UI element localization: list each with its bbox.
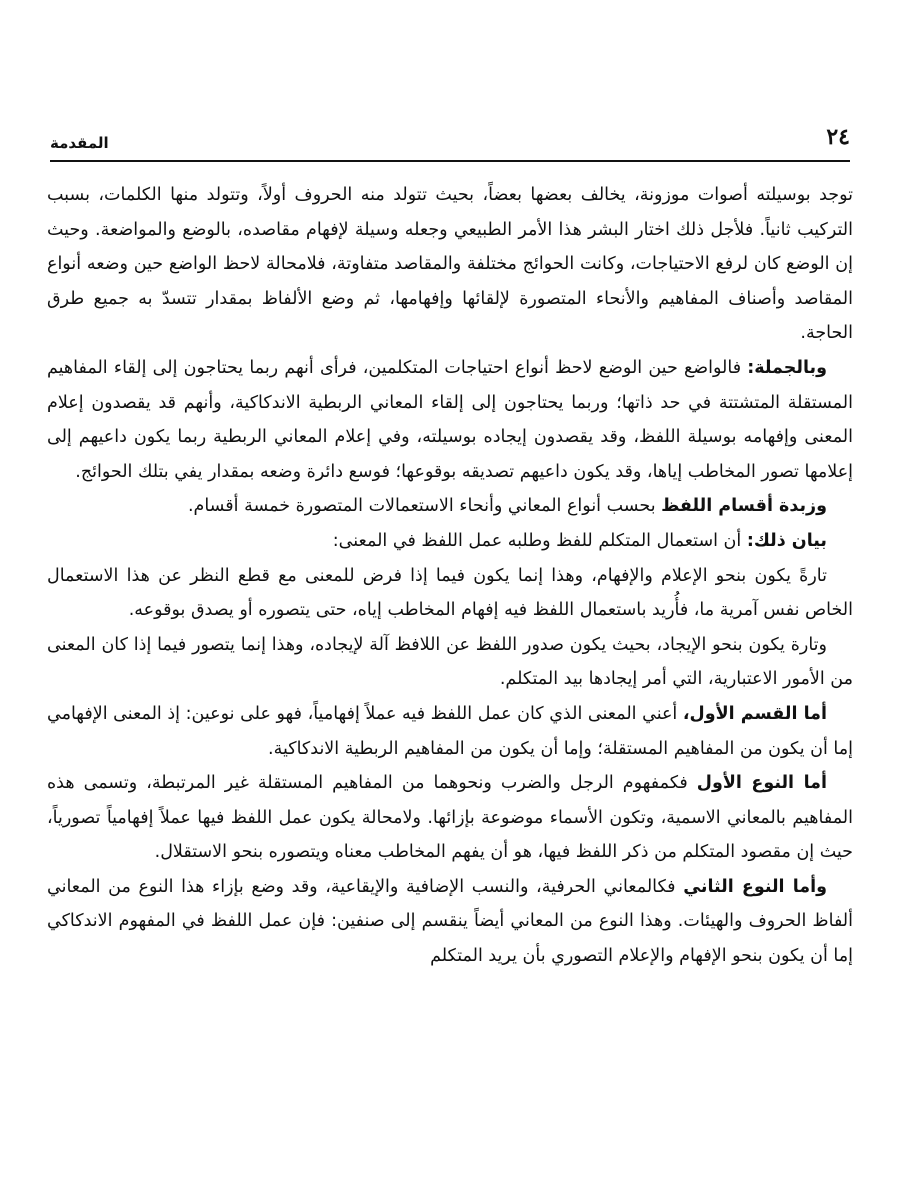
- paragraph-text: أن استعمال المتكلم للفظ وطلبه عمل اللفظ في المعنى:: [332, 530, 747, 551]
- paragraph-text: توجد بوسيلته أصوات موزونة، يخالف بعضها بعضاً، بحيث تتولد منه الحروف أولاً، وتتولد منها الكلمات، بسبب التركيب ثانياً. فلأجل ذلك اختار البشر هذا الأمر الطبيعي وجعله وسيلة لإفهام مقاصده، بالوضع والمواضعة. وحيث إن الوضع كان لرفع الاحتياجات، وكانت الحوائج مختلفة والمقاصد متفاوتة، فلامحالة لاحظ الواضع حين وضعه أنواع المقاصد وأصناف المفاهيم والأنحاء المتصورة لإلقائها وإفهامها، ثم وضع الألفاظ بمقدار تتسدّ به جميع طرق الحاجة.: [47, 185, 853, 344]
- paragraph-4: [47, 524, 853, 559]
- paragraph-lead: أما القسم الأول،: [682, 703, 827, 724]
- paragraph-text: فكمفهوم الرجل والضرب ونحوهما من المفاهيم المستقلة غير المرتبطة، وتسمى هذه المفاهيم بالمعاني الاسمية، وتكون الأسماء موضوعة بإزائها. ولامحالة يكون عمل اللفظ فيها عملاً إفهامياً تصورياً، حيث إن مقصود المتكلم من ذكر اللفظ فيها، هو أن يفهم المخاطب معناه ويتصوره بنحو الاستقلال.: [47, 773, 853, 863]
- paragraph-7: [47, 697, 853, 766]
- paragraph-text: تارةً يكون بنحو الإعلام والإفهام، وهذا إنما يكون فيما إذا فرض للمعنى مع قطع النظر عن هذا الاستعمال الخاص نفس آمرية ما، فأُريد باستعمال اللفظ فيه إفهام المخاطب إياه، حتى يتصوره أو يصدق بوقوعه.: [47, 565, 853, 621]
- paragraph-text: أعني المعنى الذي كان عمل اللفظ فيه عملاً إفهامياً، فهو على نوعين: إذ المعنى الإفهامي إما أن يكون من المفاهيم المستقلة؛ وإما أن يكون من المفاهيم الربطية الاندكاكية.: [47, 703, 853, 759]
- paragraph-1: [47, 178, 853, 351]
- page-number: ٢٤: [826, 124, 850, 150]
- paragraph-9: [47, 870, 853, 974]
- paragraph-text: فكالمعاني الحرفية، والنسب الإضافية والإيقاعية، وقد وضع بإزاء هذا النوع من المعاني ألفاظ الحروف والهيئات. وهذا النوع من المعاني أيضاً ينقسم إلى صنفين: فإن عمل اللفظ في المفهوم الاندكاكي إما أن يكون بنحو الإفهام والإعلام التصوري بأن يريد المتكلم: [47, 876, 853, 967]
- paragraph-lead: وأما النوع الثاني: [683, 876, 827, 897]
- paragraph-2: [47, 351, 853, 489]
- paragraph-text: وتارة يكون بنحو الإيجاد، بحيث يكون صدور اللفظ عن اللافظ آلة لإيجاده، وهذا إنما يتصور فيما إذا كان المعنى من الأمور الاعتبارية، التي أمر إيجادها بيد المتكلم.: [47, 634, 853, 690]
- paragraph-text: بحسب أنواع المعاني وأنحاء الاستعمالات المتصورة خمسة أقسام.: [187, 496, 662, 517]
- paragraph-3: [47, 489, 853, 524]
- paragraph-lead: أما النوع الأول: [696, 773, 827, 794]
- paragraph-6: [47, 628, 853, 697]
- paragraph-lead: وزبدة أقسام اللفظ: [661, 496, 827, 517]
- body-text: [47, 178, 853, 974]
- paragraph-lead: بيان ذلك:: [746, 530, 827, 551]
- paragraph-8: [47, 766, 853, 870]
- page-header: [50, 124, 850, 162]
- paragraph-text: فالواضع حين الوضع لاحظ أنواع احتياجات المتكلمين، فرأى أنهم ربما يحتاجون إلى إلقاء المفاهيم المستقلة المتشتتة في حد ذاتها؛ وربما يحتاجون إلى إلقاء المعاني الربطية الاندكاكية، وأنهم قد يقصدون إعلام المعنى وإفهامه بوسيلة اللفظ، وقد يقصدون إيجاده بوسيلته، وفي إعلام المعاني الربطية ربما يكون داعيهم إلى إعلامها تصور المخاطب إياها، وقد يكون داعيهم تصديقه بوقوعها؛ فوسع دائرة وضعه بمقدار يفي بتلك الحوائج.: [47, 357, 853, 482]
- paragraph-lead: وبالجملة:: [747, 357, 827, 378]
- running-title: المقدمة: [50, 134, 109, 152]
- paragraph-5: [47, 559, 853, 628]
